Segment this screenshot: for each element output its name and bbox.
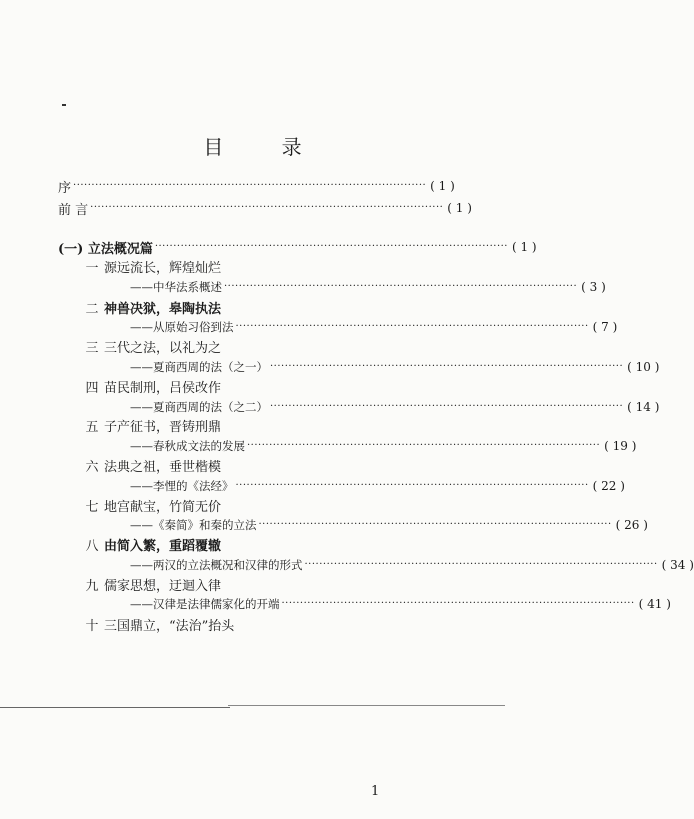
toc-page-number: ( 34 ) — [661, 558, 694, 572]
chapter-number: 六 — [85, 459, 99, 475]
toc-subtitle[interactable] — [130, 277, 606, 297]
chapter-title: 苗民制刑，吕侯改作 — [104, 380, 222, 396]
chapter-title: 地宫献宝，竹简无价 — [104, 499, 222, 515]
chapter-title: 三国鼎立，“法治”抬头 — [104, 618, 235, 634]
chapter-subtitle: ——从原始习俗到法 — [130, 320, 234, 334]
toc-chapter[interactable] — [80, 415, 450, 435]
toc-entry[interactable] — [58, 198, 472, 218]
chapter-title: 源远流长，辉煌灿烂 — [104, 260, 222, 276]
dot-leader: ································································································ — [235, 480, 589, 491]
dot-leader: ································································································ — [247, 440, 601, 451]
toc-subtitle[interactable] — [130, 594, 671, 614]
toc-chapter[interactable] — [80, 534, 450, 554]
toc-page-number: ( 1 ) — [430, 179, 455, 193]
toc-subtitle[interactable] — [130, 476, 625, 496]
chapter-number: 五 — [85, 419, 99, 435]
toc-chapter[interactable] — [80, 336, 450, 356]
toc-subtitle[interactable] — [130, 357, 660, 377]
toc-subtitle[interactable] — [130, 515, 648, 535]
chapter-title: 神兽决狱，皋陶执法 — [104, 301, 222, 317]
toc-page-number: ( 19 ) — [604, 439, 637, 453]
toc-page-number: ( 14 ) — [627, 400, 660, 414]
chapter-subtitle: ——夏商西周的法（之二） — [130, 400, 268, 414]
chapter-subtitle: ——夏商西周的法（之一） — [130, 360, 268, 374]
dot-leader: ································································································ — [270, 401, 624, 412]
dot-leader: ································································································ — [258, 519, 612, 530]
chapter-subtitle: ——李悝的《法经》 — [130, 479, 234, 493]
dot-leader: ································································································ — [270, 361, 624, 372]
toc-page-number: ( 3 ) — [581, 280, 606, 294]
toc-page-number: ( 26 ) — [615, 518, 648, 532]
chapter-number: 三 — [85, 340, 99, 356]
toc-page-number: ( 41 ) — [638, 597, 671, 611]
dot-leader: ································································································ — [235, 321, 589, 332]
dot-leader: ································································································ — [224, 281, 578, 292]
toc-page-number: ( 1 ) — [511, 240, 537, 254]
toc-entry[interactable] — [58, 176, 455, 196]
toc-entry-text: (一) 立法概况篇 — [58, 241, 153, 257]
chapter-title: 三代之法，以礼为之 — [104, 340, 222, 356]
chapter-title: 儒家思想，迂迴入律 — [104, 578, 222, 594]
dot-leader: ································································································ — [73, 180, 427, 191]
chapter-number: 四 — [85, 380, 99, 396]
toc-subtitle[interactable] — [130, 436, 637, 456]
toc-page-number: ( 22 ) — [592, 479, 625, 493]
chapter-title: 法典之祖，垂世楷模 — [104, 459, 222, 475]
toc-chapter[interactable] — [80, 376, 450, 396]
scan-edge-line — [228, 705, 505, 706]
toc-chapter[interactable] — [80, 574, 450, 594]
toc-subtitle[interactable] — [130, 555, 694, 575]
toc-page-number: ( 10 ) — [627, 360, 660, 374]
chapter-title: 子产征书，晋铸刑鼎 — [104, 419, 222, 435]
page-number: 1 — [371, 784, 380, 799]
dot-leader: ································································································ — [90, 202, 444, 213]
page-title: 目 录 — [203, 135, 328, 159]
scan-speck — [62, 104, 66, 106]
toc-page-number: ( 7 ) — [592, 320, 618, 334]
dot-leader: ································································································ — [304, 559, 658, 570]
chapter-number: 二 — [85, 301, 99, 317]
chapter-number: 一 — [85, 260, 99, 276]
toc-chapter[interactable] — [80, 614, 450, 634]
chapter-number: 九 — [85, 578, 99, 594]
dot-leader: ································································································ — [154, 241, 508, 252]
chapter-subtitle: ——中华法系概述 — [130, 280, 222, 294]
dot-leader: ································································································ — [281, 598, 635, 609]
toc-chapter[interactable] — [80, 256, 450, 276]
chapter-subtitle: ——汉律是法律儒家化的开端 — [130, 597, 280, 611]
chapter-number: 八 — [85, 538, 99, 554]
toc-page-number: ( 1 ) — [447, 201, 472, 215]
toc-entry-text: 序 — [58, 180, 72, 196]
toc-entry-text: 前 言 — [58, 202, 89, 218]
chapter-number: 十 — [85, 618, 99, 634]
toc-subtitle[interactable] — [130, 397, 660, 417]
toc-subtitle[interactable] — [130, 317, 618, 337]
toc-chapter[interactable] — [80, 495, 450, 515]
toc-section-heading[interactable] — [58, 237, 537, 257]
chapter-number: 七 — [85, 499, 99, 515]
chapter-title: 由简入繁，重蹈覆辙 — [104, 538, 222, 554]
toc-chapter[interactable] — [80, 455, 450, 475]
chapter-subtitle: ——《秦简》和秦的立法 — [130, 518, 257, 532]
chapter-subtitle: ——春秋成文法的发展 — [130, 439, 245, 453]
scan-edge-line — [0, 707, 230, 708]
chapter-subtitle: ——两汉的立法概况和汉律的形式 — [130, 558, 303, 572]
toc-chapter[interactable] — [80, 297, 450, 317]
